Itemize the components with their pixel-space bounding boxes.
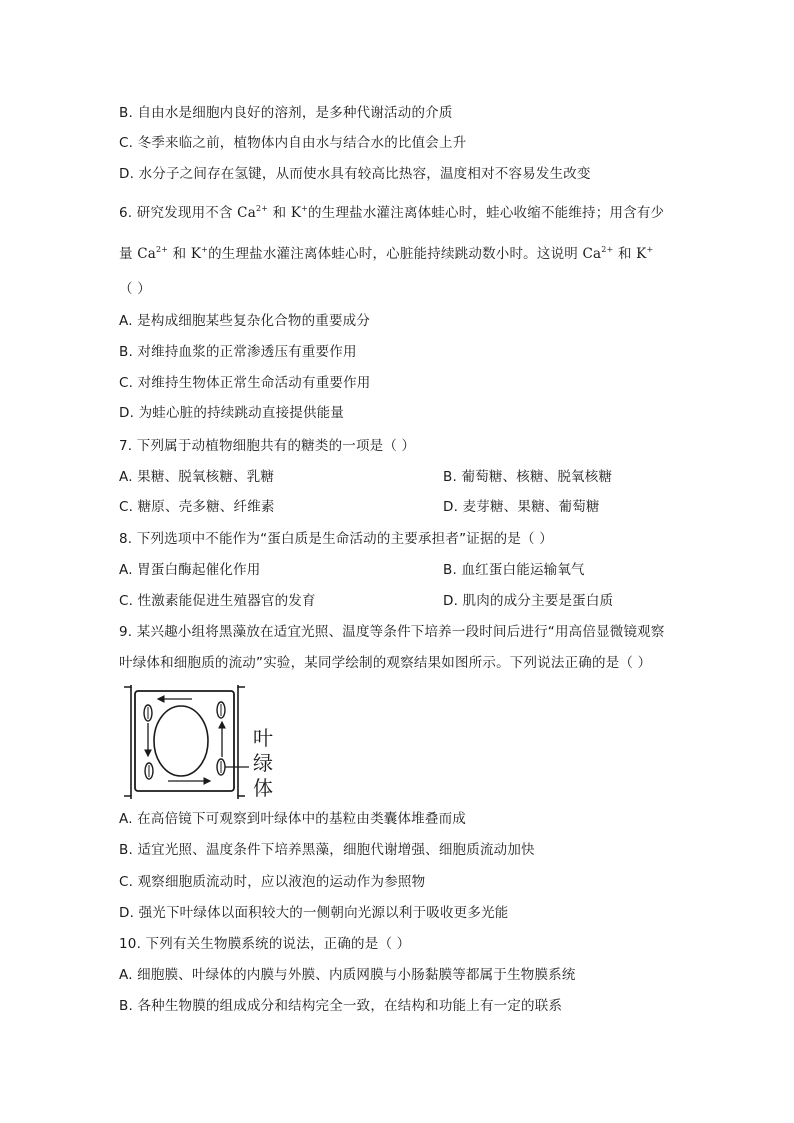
- q6-text: 和: [613, 246, 637, 262]
- q5-option-d: D. 水分子之间存在氢键，从而使水具有较高比热容，温度相对不容易发生改变: [119, 166, 591, 182]
- q6-option-c: C. 对维持生物体正常生命活动有重要作用: [119, 375, 371, 391]
- q7-stem: 7. 下列属于动植物细胞共有的糖类的一项是（ ）: [119, 438, 416, 454]
- cell-wall: [124, 685, 245, 799]
- q7-option-c: C. 糖原、壳多糖、纤维素: [119, 499, 275, 515]
- q6-answer-paren: （ ）: [119, 281, 151, 297]
- q9-option-b: B. 适宜光照、温度条件下培养黑藻，细胞代谢增强、细胞质流动加快: [119, 842, 535, 858]
- q6-option-d: D. 为蛙心脏的持续跳动直接提供能量: [119, 405, 345, 421]
- q10-option-a: A. 细胞膜、叶绿体的内膜与外膜、内质网膜与小肠黏膜等都属于生物膜系统: [119, 967, 576, 983]
- q7-option-b: B. 葡萄糖、核糖、脱氧核糖: [443, 469, 613, 485]
- q6-text: 的生理盐水灌注离体蛙心时，蛙心收缩不能维持；用含有少: [308, 205, 665, 221]
- figure-label-char: 体: [253, 776, 273, 800]
- q9-option-d: D. 强光下叶绿体以面积较大的一侧朝向光源以利于吸收更多光能: [119, 905, 509, 921]
- q6-stem-line1: [119, 204, 664, 222]
- q6-text: 量: [119, 246, 138, 262]
- q7-option-d: D. 麦芽糖、果糖、葡萄糖: [443, 499, 600, 515]
- q6-text: 和: [268, 205, 291, 221]
- potassium-ion: K+: [290, 204, 309, 221]
- q9-option-c: C. 观察细胞质流动时，应以液泡的运动作为参照物: [119, 874, 426, 890]
- q6-text: 的生理盐水灌注离体蛙心时，心脏能持续跳动数小时。这说明: [208, 246, 583, 262]
- chloroplasts: [144, 702, 225, 779]
- calcium-ion: $Ca^{2+}$: [237, 204, 269, 221]
- q6-option-a: A. 是构成细胞某些复杂化合物的重要成分: [119, 313, 371, 329]
- q8-option-a: A. 胃蛋白酶起催化作用: [119, 562, 261, 578]
- q9-stem-line1: 9. 某兴趣小组将黑藻放在适宜光照、温度等条件下培养一段时间后进行“用高倍显微镜观察: [119, 624, 665, 640]
- q8-option-c: C. 性激素能促进生殖器官的发育: [119, 593, 316, 609]
- figure-label-char: 叶: [253, 726, 273, 750]
- q5-option-c: C. 冬季来临之前，植物体内自由水与结合水的比值会上升: [119, 135, 467, 151]
- q8-option-d: D. 肌肉的成分主要是蛋白质: [443, 593, 614, 609]
- streaming-arrows: [148, 699, 222, 781]
- q6-stem-line2: [119, 245, 653, 263]
- q6-text: 6. 研究发现用不含: [119, 205, 238, 221]
- q10-stem: 10. 下列有关生物膜系统的说法，正确的是（ ）: [119, 936, 411, 952]
- q8-stem: 8. 下列选项中不能作为“蛋白质是生命活动的主要承担者”证据的是（ ）: [119, 531, 553, 547]
- figure-label-char: 绿: [253, 751, 273, 775]
- q8-option-b: B. 血红蛋白能运输氧气: [443, 562, 585, 578]
- calcium-ion: $Ca^{2+}$: [137, 245, 169, 262]
- vacuole: [154, 706, 208, 776]
- calcium-ion: $Ca^{2+}$: [582, 245, 614, 262]
- q7-option-a: A. 果糖、脱氧核糖、乳糖: [119, 469, 275, 485]
- q6-option-b: B. 对维持血浆的正常渗透压有重要作用: [119, 344, 357, 360]
- q9-option-a: A. 在高倍镜下可观察到叶绿体中的基粒由类囊体堆叠而成: [119, 811, 466, 827]
- q10-option-b: B. 各种生物膜的组成成分和结构完全一致，在结构和功能上有一定的联系: [119, 998, 563, 1014]
- q9-stem-line2: 叶绿体和细胞质的流动”实验，某同学绘制的观察结果如图所示。下列说法正确的是（ ）: [119, 655, 652, 671]
- potassium-ion: K+: [636, 245, 654, 262]
- q5-option-b: B. 自由水是细胞内良好的溶剂，是多种代谢活动的介质: [119, 105, 453, 121]
- potassium-ion: K+: [190, 245, 209, 262]
- q6-text: 和: [168, 246, 191, 262]
- chloroplast-cell-figure: [122, 683, 282, 801]
